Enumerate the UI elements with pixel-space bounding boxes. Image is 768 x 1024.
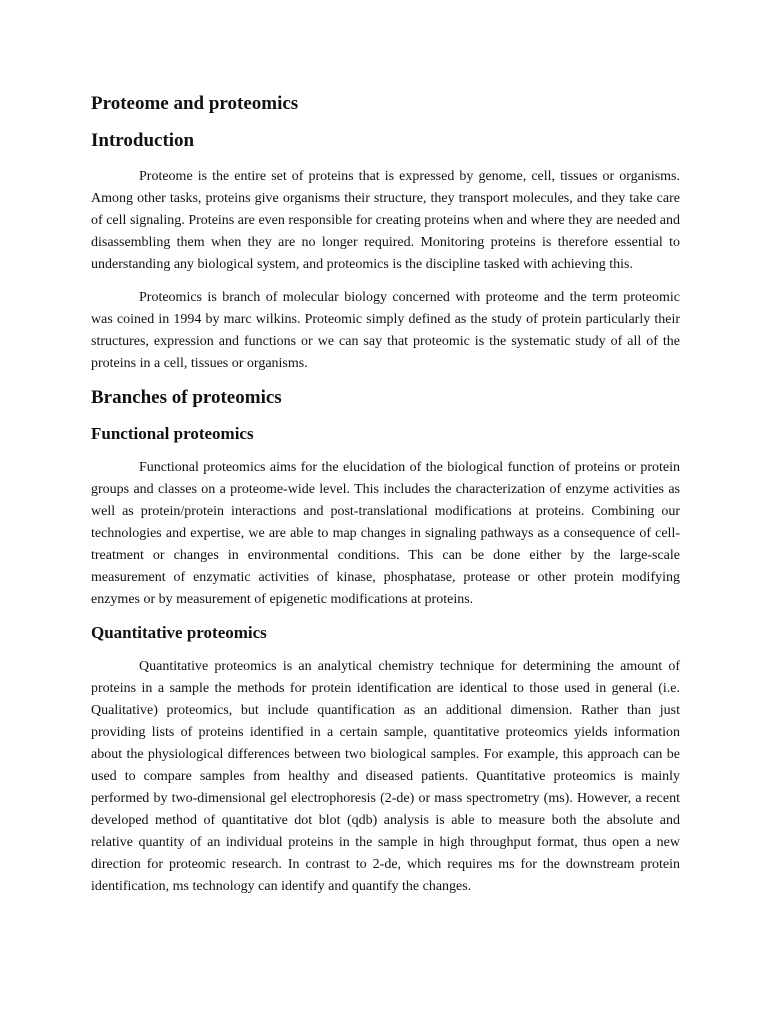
functional-proteomics-heading: Functional proteomics [91, 424, 254, 443]
introduction-paragraph-2: Proteomics is branch of molecular biology concerned with proteome and the term proteomic was coined in 1994 by marc wilkins. Proteomic simply defined as the study of protein particularly their structures, expression and functions or we can say that proteomic is the systematic study of all of the proteins in a cell, tissues or organisms. [91, 290, 680, 371]
introduction-paragraph-1: Proteome is the entire set of proteins that is expressed by genome, cell, tissues or organisms. Among other tasks, proteins give organisms their structure, they transport molecules, and they take care of cell signaling. Proteins are even responsible for creating proteins when and where they are needed and disassembling them when they are no longer required. Monitoring proteins is therefore essential to understanding any biological system, and proteomics is the discipline tasked with achieving this. [91, 169, 680, 272]
quantitative-proteomics-paragraph: Quantitative proteomics is an analytical chemistry technique for determining the amount of proteins in a sample the methods for protein identification are identical to those used in general (i.e. Qualitative) proteomics, but include quantification as an additional dimension. Rather than just providing lists of proteins identified in a certain sample, quantitative proteomics yields information about the physiological differences between two biological samples. For example, this approach can be used to compare samples from healthy and diseased patients. Quantitative proteomics is mainly performed by two-dimensional gel electrophoresis (2-de) or mass spectrometry (ms). However, a recent developed method of quantitative dot blot (qdb) analysis is able to measure both the absolute and relative quantity of an individual proteins in the sample in high throughput format, thus open a new direction for proteomic research. In contrast to 2-de, which requires ms for the downstream protein identification, ms technology can identify and quantify the changes. [91, 659, 680, 894]
functional-proteomics-paragraph: Functional proteomics aims for the elucidation of the biological function of proteins or protein groups and classes on a proteome-wide level. This includes the characterization of enzyme activities as well as protein/protein interactions and post-translational modifications at proteins. Combining our technologies and expertise, we are able to map changes in signaling pathways as a consequence of cell-treatment or changes in environmental conditions. This can be done either by the large-scale measurement of enzymatic activities of kinase, phosphatase, protease or other protein modifying enzymes or by measurement of epigenetic modifications at proteins. [91, 460, 680, 607]
document-title: Proteome and proteomics [91, 93, 299, 114]
introduction-heading: Introduction [91, 130, 195, 151]
quantitative-proteomics-heading: Quantitative proteomics [91, 623, 267, 642]
branches-heading: Branches of proteomics [91, 387, 282, 408]
